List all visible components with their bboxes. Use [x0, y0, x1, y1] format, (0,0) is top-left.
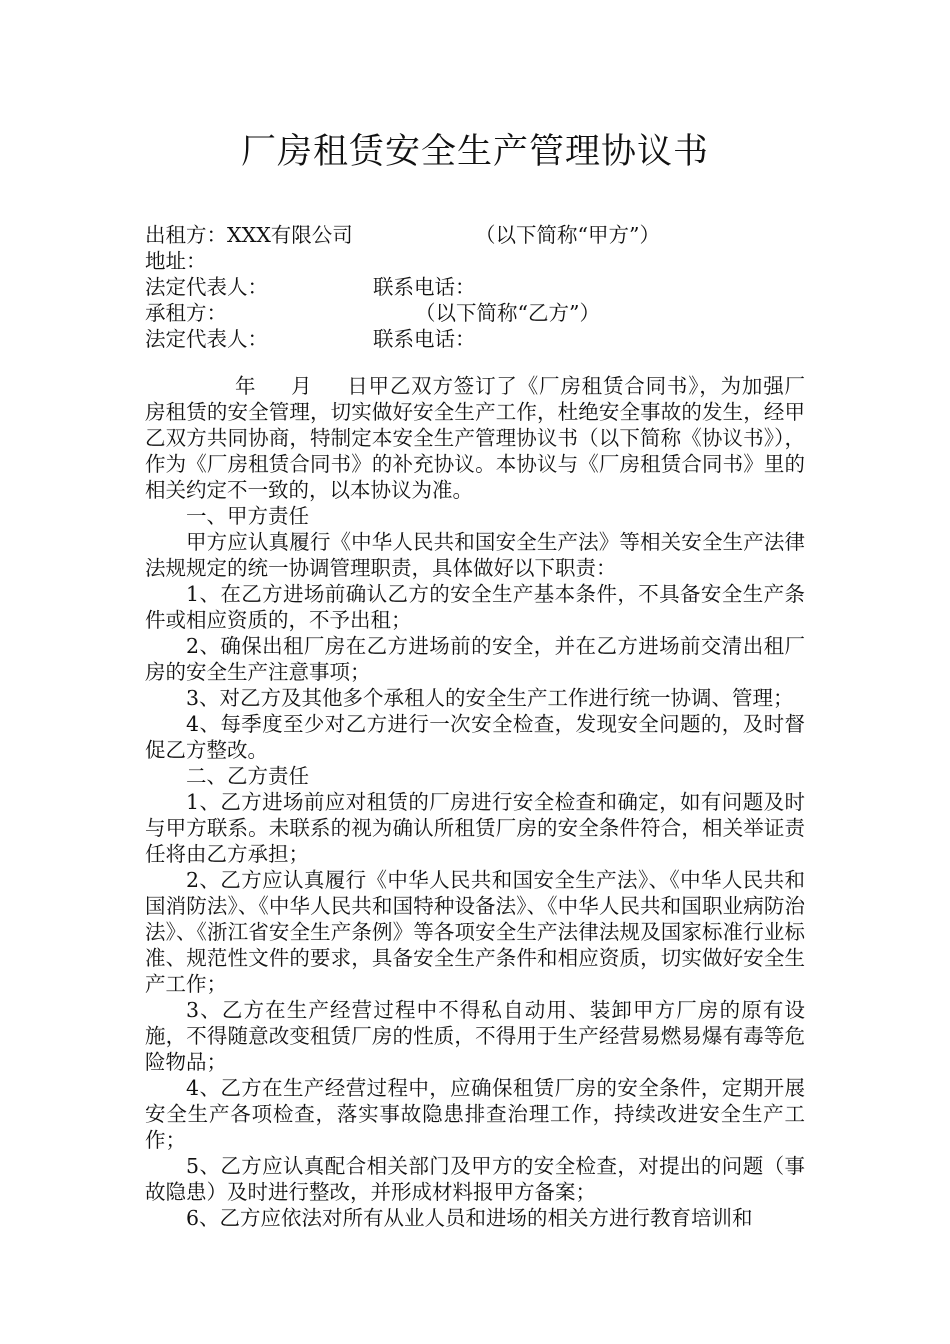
lessee-phone-label: 联系电话：: [373, 327, 476, 351]
lessor-phone-label: 联系电话：: [373, 275, 476, 299]
opening-year: 年: [235, 374, 257, 398]
section-b-item-4: 4、乙方在生产经营过程中，应确保租赁厂房的安全条件，定期开展安全生产各项检查，落实事故隐患排查治理工作，持续改进安全生产工作；: [145, 1076, 805, 1152]
section-b-item-3: 3、乙方在生产经营过程中不得私自动用、装卸甲方厂房的原有设施，不得随意改变租赁厂房的性质，不得用于生产经营易燃易爆有毒等危险物品；: [145, 998, 805, 1074]
section-a-item-4: 4、每季度至少对乙方进行一次安全检查，发现安全问题的，及时督促乙方整改。: [145, 712, 805, 762]
lessor-label: 出租方：XXX有限公司: [145, 223, 353, 247]
document-body: [145, 373, 805, 1231]
section-b-heading: 二、乙方责任: [186, 764, 309, 788]
document-title: 厂房租赁安全生产管理协议书: [240, 132, 709, 172]
lessor-line: [145, 222, 825, 248]
section-a-heading: 一、甲方责任: [186, 504, 309, 528]
opening-month: 月: [290, 374, 313, 398]
section-b-item-6: 6、乙方应依法对所有从业人员和进场的相关方进行教育培训和: [186, 1206, 753, 1230]
opening-paragraph: [145, 373, 805, 503]
section-a-intro: 甲方应认真履行《中华人民共和国安全生产法》等相关安全生产法律法规规定的统一协调管理职责，具体做好以下职责：: [145, 530, 805, 580]
opening-text: 日甲乙双方签订了《厂房租赁合同书》，为加强厂房租赁的安全管理，切实做好安全生产工作，杜绝安全事故的发生，经甲乙双方共同协商，特制定本安全生产管理协议书（以下简称《协议书》），作为《厂房租赁合同书》的补充协议。本协议与《厂房租赁合同书》里的相关约定不一致的，以本协议为准。: [145, 374, 806, 502]
address-line: [145, 248, 825, 274]
lessee-label: 承租方：: [145, 301, 227, 325]
parties-block: [145, 222, 825, 352]
address-label: 地址：: [145, 249, 207, 273]
section-b-item-2: 2、乙方应认真履行《中华人民共和国安全生产法》、《中华人民共和国消防法》、《中华人民共和国特种设备法》、《中华人民共和国职业病防治法》、《浙江省安全生产条例》等各项安全生产法律法规及国家标准行业标准、规范性文件的要求，具备安全生产条件和相应资质，切实做好安全生产工作；: [145, 868, 805, 996]
lessee-rep-label: 法定代表人：: [145, 327, 268, 351]
lessee-line: [145, 300, 825, 326]
section-a-item-1: 1、在乙方进场前确认乙方的安全生产基本条件，不具备安全生产条件或相应资质的，不予出租；: [145, 582, 805, 632]
lessee-rep-line: [145, 326, 825, 352]
section-a-item-2: 2、确保出租厂房在乙方进场前的安全，并在乙方进场前交清出租厂房的安全生产注意事项；: [145, 634, 805, 684]
section-a-item-3: 3、对乙方及其他多个承租人的安全生产工作进行统一协调、管理；: [186, 686, 794, 710]
lessor-rep-label: 法定代表人：: [145, 275, 268, 299]
section-b-item-5: 5、乙方应认真配合相关部门及甲方的安全检查，对提出的问题（事故隐患）及时进行整改，并形成材料报甲方备案；: [145, 1154, 805, 1204]
lessor-rep-line: [145, 274, 825, 300]
lessor-alias: （以下简称“甲方”）: [475, 223, 660, 247]
section-b-item-1: 1、乙方进场前应对租赁的厂房进行安全检查和确定，如有问题及时与甲方联系。未联系的视为确认所租赁厂房的安全条件符合，相关举证责任将由乙方承担；: [145, 790, 805, 866]
lessee-alias: （以下简称“乙方”）: [415, 301, 600, 325]
